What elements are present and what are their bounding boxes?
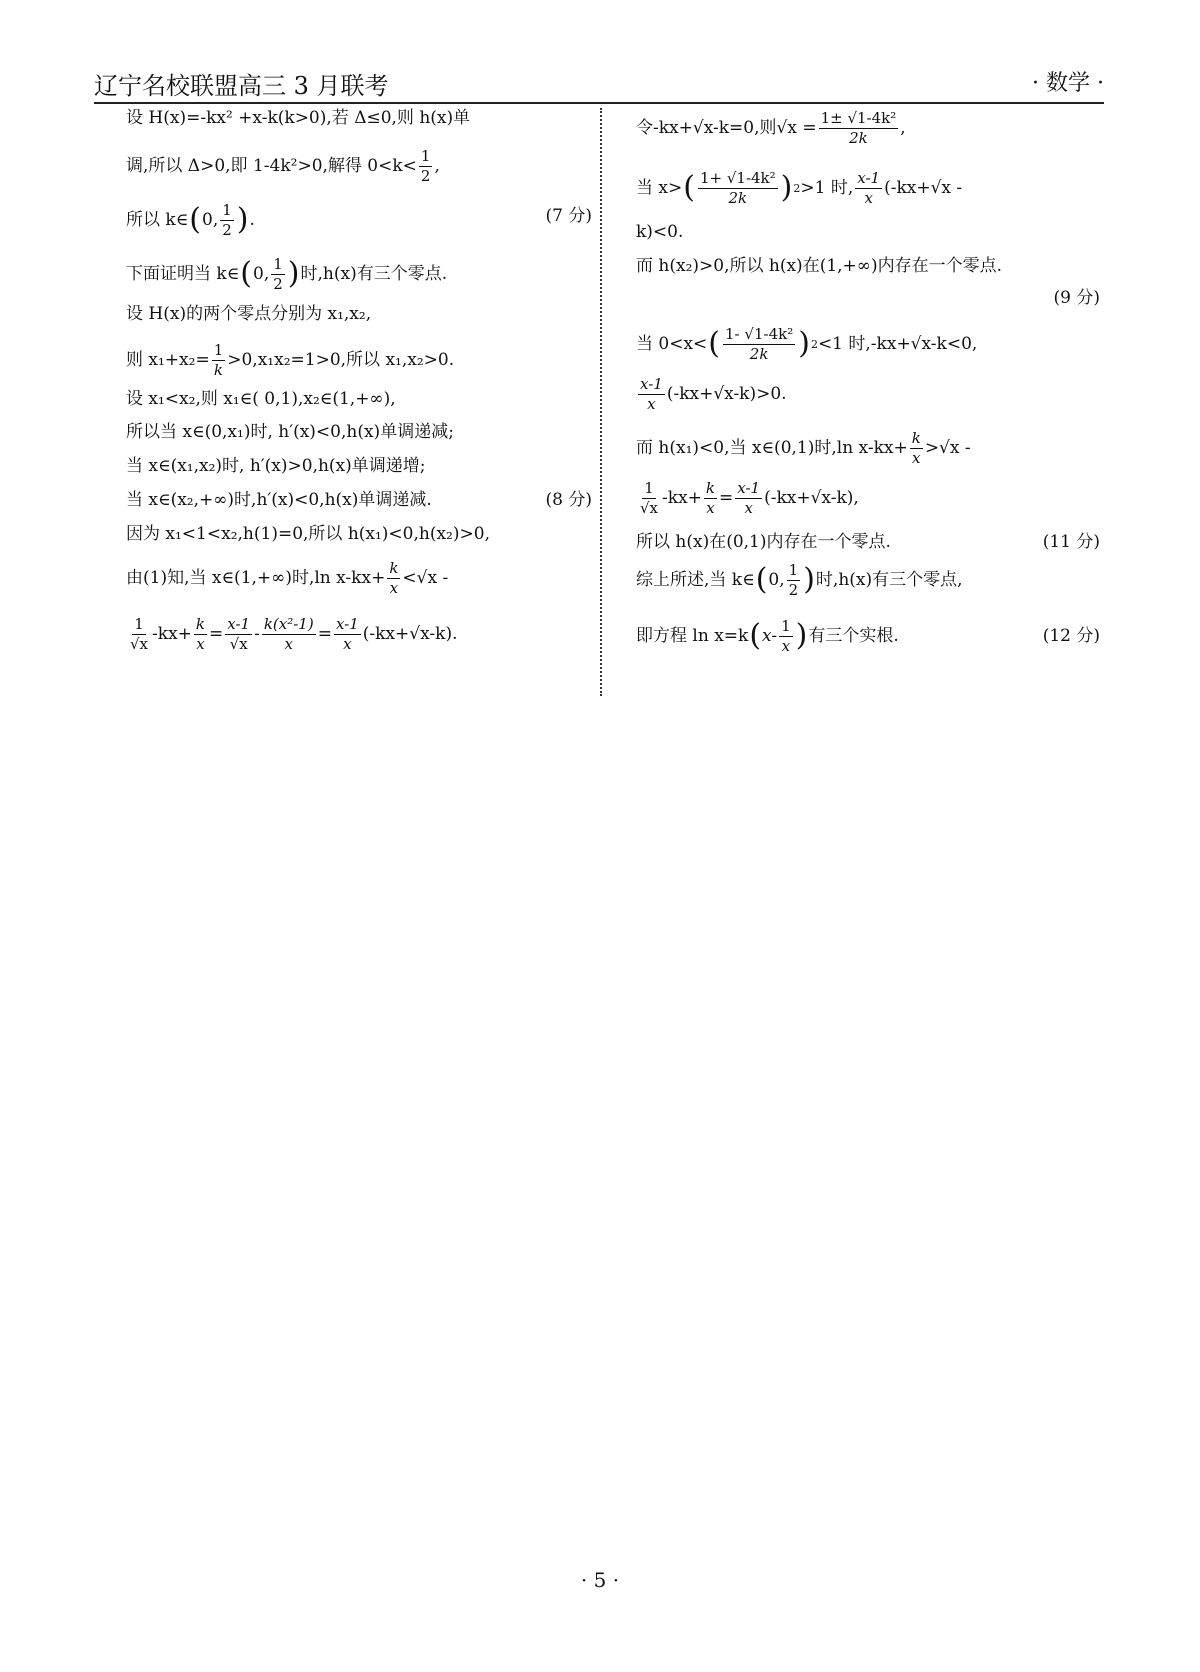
- right-line-4: 而 h(x₂)>0,所以 h(x)在(1,+∞)内存在一个零点.: [636, 256, 1002, 276]
- denominator: 2: [420, 166, 431, 185]
- text: =: [719, 487, 734, 508]
- left-line-1: 设 H(x)=-kx² +x-k(k>0),若 Δ≤0,则 h(x)单: [126, 108, 471, 128]
- right-line-5: [636, 326, 977, 362]
- open-paren: (: [683, 170, 695, 205]
- left-line-2: [126, 148, 440, 184]
- close-paren: ): [287, 256, 300, 291]
- numerator: 1: [134, 615, 144, 633]
- page-header: [94, 62, 1104, 104]
- close-paren: ): [780, 170, 793, 205]
- fraction-one-over-sqrtx: [128, 616, 150, 652]
- text: >0,x₁x₂=1>0,所以 x₁,x₂>0.: [227, 349, 455, 370]
- denominator: x: [196, 634, 205, 653]
- numerator: x-1: [857, 169, 881, 187]
- numerator: 1: [222, 201, 232, 219]
- numerator: x-1: [227, 615, 251, 633]
- text: <√x -: [402, 567, 449, 588]
- denominator: 2k: [749, 344, 769, 363]
- right-line-11: [636, 618, 899, 654]
- open-paren: (: [749, 618, 762, 653]
- text: 令-kx+√x-k=0,则√x =: [636, 117, 817, 138]
- fraction-pm-root: [819, 110, 899, 146]
- exam-title: 辽宁名校联盟高三 3 月联考: [94, 72, 389, 100]
- numerator: k: [389, 559, 399, 577]
- denominator: 2k: [849, 128, 868, 147]
- page-number: · 5 ·: [580, 1568, 620, 1592]
- right-line-6: [636, 376, 787, 412]
- text: 则 x₁+x₂=: [126, 349, 210, 370]
- left-line-8: 所以当 x∈(0,x₁)时, h′(x)<0,h(x)单调递减;: [126, 422, 454, 442]
- score-9: (9 分): [1053, 288, 1100, 308]
- fraction-one-half: [419, 148, 433, 184]
- numerator: x-1: [335, 615, 359, 633]
- text: -kx+: [662, 487, 702, 508]
- left-line-13: [126, 616, 458, 652]
- fraction-k-over-x: [910, 430, 923, 466]
- right-line-2: [636, 170, 962, 206]
- numerator: 1: [781, 617, 791, 635]
- score-8: (8 分): [545, 490, 592, 510]
- left-line-5: 设 H(x)的两个零点分别为 x₁,x₂,: [126, 304, 372, 324]
- left-line-10: 当 x∈(x₂,+∞)时,h′(x)<0,h(x)单调递减.: [126, 490, 432, 510]
- numerator: 1- √1-4k²: [725, 325, 794, 343]
- text: 而 h(x₁)<0,当 x∈(0,1)时,ln x-kx+: [636, 437, 908, 458]
- fraction-k-over-x: [387, 560, 400, 596]
- fraction-k-over-x: [194, 616, 207, 652]
- text: (-kx+√x -: [884, 177, 963, 198]
- left-line-11: 因为 x₁<1<x₂,h(1)=0,所以 h(x₁)<0,h(x₂)>0,: [126, 524, 490, 544]
- numerator: x-1: [737, 479, 761, 497]
- text: ,: [434, 155, 440, 176]
- numerator: x-1: [640, 375, 663, 393]
- left-line-9: 当 x∈(x₁,x₂)时, h′(x)>0,h(x)单调递增;: [126, 456, 426, 476]
- fraction-kx2m1-over-x: [262, 616, 316, 652]
- text: <1 时,-kx+√x-k<0,: [817, 333, 978, 354]
- score-7: (7 分): [545, 206, 592, 226]
- numerator: k: [705, 479, 716, 497]
- denominator: x: [706, 498, 715, 517]
- text: 当 x>: [636, 177, 683, 198]
- denominator: x: [389, 578, 399, 597]
- text: 调,所以 Δ>0,即 1-4k²>0,解得 0<k<: [126, 155, 417, 176]
- fraction-one-half: [220, 202, 234, 238]
- denominator: √x: [229, 634, 248, 653]
- close-paren: ): [236, 202, 249, 237]
- right-line-3: k)<0.: [636, 222, 684, 242]
- denominator: x: [912, 448, 921, 467]
- right-line-7: [636, 430, 971, 466]
- fraction-k-over-x: [704, 480, 717, 516]
- text: (-kx+√x-k).: [362, 623, 458, 644]
- denominator: x: [647, 394, 656, 413]
- text: 0,: [253, 263, 270, 284]
- left-line-6: [126, 342, 454, 378]
- numerator: 1: [273, 255, 283, 273]
- text: 即方程 ln x=k: [636, 625, 749, 646]
- text: 当 0<x<: [636, 333, 708, 354]
- text: 时,h(x)有三个零点.: [300, 263, 448, 284]
- left-line-3: [126, 202, 255, 238]
- text: 时,h(x)有三个零点,: [815, 569, 963, 590]
- fraction-one-half: [271, 256, 285, 292]
- denominator: x: [744, 498, 753, 517]
- text: (-kx+√x-k),: [764, 487, 859, 508]
- fraction-one-over-sqrtx: [638, 480, 660, 516]
- denominator: x: [343, 634, 352, 653]
- left-line-12: [126, 560, 448, 596]
- text: ,: [900, 117, 906, 138]
- text: >1 时,: [800, 177, 854, 198]
- numerator: k: [911, 429, 921, 447]
- open-paren: (: [240, 256, 253, 291]
- right-line-1: [636, 110, 906, 146]
- close-paren: ): [795, 618, 808, 653]
- close-paren: ): [798, 326, 810, 361]
- text: 下面证明当 k∈: [126, 263, 240, 284]
- numerator: 1: [420, 147, 431, 165]
- right-line-8: [636, 480, 859, 516]
- denominator: k: [213, 360, 224, 379]
- open-paren: (: [708, 326, 721, 361]
- score-11: (11 分): [1042, 532, 1100, 552]
- right-line-9: 所以 h(x)在(0,1)内存在一个零点.: [636, 532, 891, 552]
- text: =: [317, 623, 332, 644]
- numerator: 1: [788, 561, 799, 579]
- numerator: 1: [213, 341, 224, 359]
- exponent: 2: [810, 337, 818, 351]
- numerator: 1+ √1-4k²: [699, 169, 776, 187]
- denominator: √x: [640, 498, 659, 517]
- fraction-xm1-over-x: [638, 376, 665, 412]
- text: -: [254, 623, 260, 644]
- fraction-one-half: [787, 562, 801, 598]
- numerator: 1± √1-4k²: [820, 109, 897, 127]
- text: 0,: [202, 209, 219, 230]
- text: 0,: [768, 569, 785, 590]
- text: 所以 k∈: [126, 209, 189, 230]
- fraction-minus-root: [723, 326, 795, 362]
- text: x-: [762, 625, 778, 646]
- denominator: 2: [222, 220, 232, 239]
- fraction-xm1-over-x: [735, 480, 762, 516]
- denominator: √x: [130, 634, 149, 653]
- open-paren: (: [755, 562, 768, 597]
- numerator: k(x²-1): [263, 615, 314, 633]
- denominator: 2: [273, 274, 283, 293]
- fraction-xm1-over-x: [855, 170, 882, 206]
- fraction-xm1-over-sqrtx: [225, 616, 252, 652]
- numerator: k: [195, 615, 206, 633]
- text: -kx+: [152, 623, 192, 644]
- denominator: 2k: [728, 188, 748, 207]
- left-line-7: 设 x₁<x₂,则 x₁∈( 0,1),x₂∈(1,+∞),: [126, 389, 396, 409]
- fraction-xm1-over-x: [334, 616, 361, 652]
- exponent: 2: [793, 181, 801, 195]
- subject-label: · 数学 ·: [1032, 71, 1104, 96]
- numerator: 1: [644, 479, 654, 497]
- text: 有三个实根.: [808, 625, 899, 646]
- text: 由(1)知,当 x∈(1,+∞)时,ln x-kx+: [126, 567, 386, 588]
- denominator: x: [864, 188, 873, 207]
- open-paren: (: [189, 202, 202, 237]
- fraction-one-over-x: [779, 618, 793, 654]
- score-12: (12 分): [1042, 626, 1100, 646]
- fraction-one-over-k: [212, 342, 226, 378]
- close-paren: ): [803, 562, 815, 597]
- column-divider: [600, 108, 602, 696]
- text: (-kx+√x-k)>0.: [666, 383, 787, 404]
- text: >√x -: [924, 437, 971, 458]
- text: 综上所述,当 k∈: [636, 569, 755, 590]
- denominator: 2: [788, 580, 799, 599]
- fraction-plus-root: [698, 170, 778, 206]
- denominator: x: [781, 636, 791, 655]
- text: .: [249, 209, 255, 230]
- denominator: x: [284, 634, 293, 653]
- left-line-4: [126, 256, 447, 292]
- text: =: [209, 623, 224, 644]
- right-line-10: [636, 562, 963, 598]
